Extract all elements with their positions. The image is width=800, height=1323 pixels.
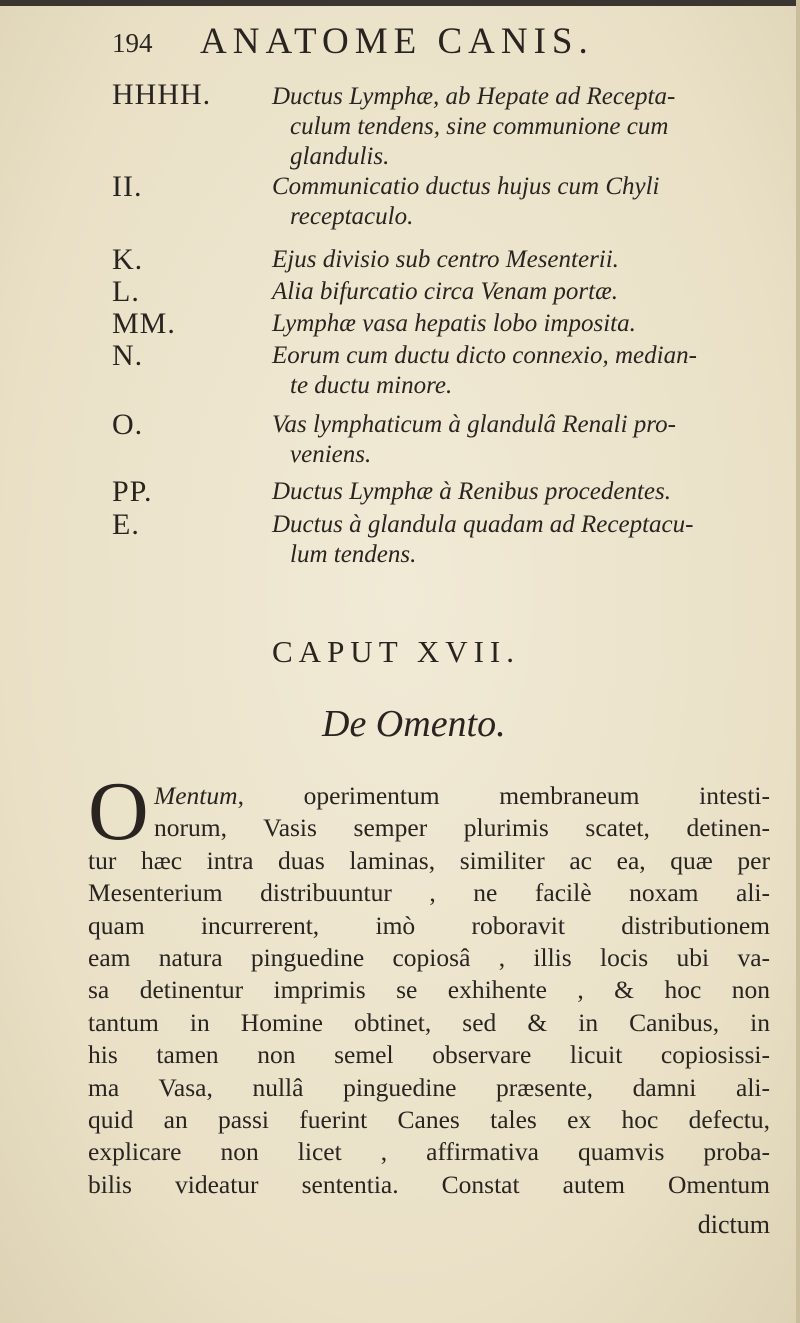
legend-description bbox=[272, 245, 772, 275]
body-line: bilis videatur sententia. Constat autem Omentum bbox=[88, 1169, 770, 1199]
legend-key: O. bbox=[112, 408, 144, 441]
chapter-title: CAPUT XVII. bbox=[272, 634, 520, 669]
legend-line: culum tendens, sine communione cum bbox=[290, 113, 669, 140]
page-right-edge bbox=[796, 0, 800, 1323]
legend-description bbox=[272, 341, 772, 401]
legend-key: II. bbox=[112, 170, 143, 203]
legend-description bbox=[272, 172, 772, 232]
legend-description bbox=[272, 309, 772, 339]
body-text bbox=[88, 780, 770, 1201]
body-line: explicare non licet , affirmativa quamvis proba- bbox=[88, 1137, 770, 1167]
legend-description bbox=[272, 277, 772, 307]
body-line: sa detinentur imprimis se exhihente , & hoc non bbox=[88, 975, 770, 1005]
legend-line: Communicatio ductus hujus cum Chyli bbox=[272, 173, 660, 200]
legend-line: Alia bifurcatio circa Venam portæ. bbox=[272, 278, 619, 305]
first-word: Mentum bbox=[154, 781, 238, 810]
legend-key: MM. bbox=[112, 307, 176, 340]
legend-line: glandulis. bbox=[290, 143, 390, 170]
body-line: ma Vasa, nullâ pinguedine præsente, damni ali- bbox=[88, 1072, 770, 1102]
body-line: quid an passi fuerint Canes tales ex hoc defectu, bbox=[88, 1105, 770, 1135]
running-title: ANATOME CANIS. bbox=[200, 21, 594, 62]
legend-line: Ductus à glandula quadam ad Receptacu- bbox=[272, 511, 694, 538]
legend-line: lum tendens. bbox=[290, 541, 417, 568]
body-line: tur hæc intra duas laminas, similiter ac ea, quæ per bbox=[88, 845, 770, 875]
legend-line: Ductus Lymphæ, ab Hepate ad Recepta- bbox=[272, 83, 676, 110]
legend-line: Lymphæ vasa hepatis lobo imposita. bbox=[272, 310, 636, 337]
legend-description bbox=[272, 82, 772, 172]
legend-description bbox=[272, 510, 772, 570]
legend-description bbox=[272, 477, 772, 507]
body-line: quam incurrerent, imò roboravit distributionem bbox=[88, 910, 770, 940]
page-header bbox=[112, 20, 672, 70]
page-number: 194 bbox=[112, 28, 153, 58]
body-line: eam natura pinguedine copiosâ , illis locis ubi va- bbox=[88, 943, 770, 973]
body-line: his tamen non semel observare licuit copiosissi- bbox=[88, 1040, 770, 1070]
body-line: Mesenterium distribuuntur , ne facilè noxam ali- bbox=[88, 878, 770, 908]
legend-key: K. bbox=[112, 243, 144, 276]
legend-line: te ductu minore. bbox=[290, 372, 453, 399]
legend-key: L. bbox=[112, 275, 140, 308]
legend-key: PP. bbox=[112, 475, 153, 508]
body-line-rest: , operimentum membraneum intesti- bbox=[237, 781, 770, 810]
page-top-edge bbox=[0, 0, 800, 6]
legend-line: receptaculo. bbox=[290, 203, 414, 230]
legend-key: E. bbox=[112, 508, 140, 541]
section-title: De Omento. bbox=[322, 703, 506, 745]
body-line: norum, Vasis semper plurimis scatet, detinen- bbox=[154, 813, 770, 843]
legend-line: Vas lymphaticum à glandulâ Renali pro- bbox=[272, 411, 676, 438]
body-line: tantum in Homine obtinet, sed & in Canibus, in bbox=[88, 1007, 770, 1037]
legend-line: Ductus Lymphæ à Renibus procedentes. bbox=[272, 478, 671, 505]
legend-line: Eorum cum ductu dicto connexio, median- bbox=[272, 342, 697, 369]
legend-line: Ejus divisio sub centro Mesenterii. bbox=[272, 246, 619, 273]
drop-cap: O bbox=[88, 765, 149, 858]
legend-key: N. bbox=[112, 339, 144, 372]
legend-key: HHHH. bbox=[112, 78, 212, 111]
legend-description bbox=[272, 410, 772, 470]
catchword: dictum bbox=[697, 1210, 770, 1239]
legend-line: veniens. bbox=[290, 441, 372, 468]
body-line bbox=[88, 780, 770, 812]
